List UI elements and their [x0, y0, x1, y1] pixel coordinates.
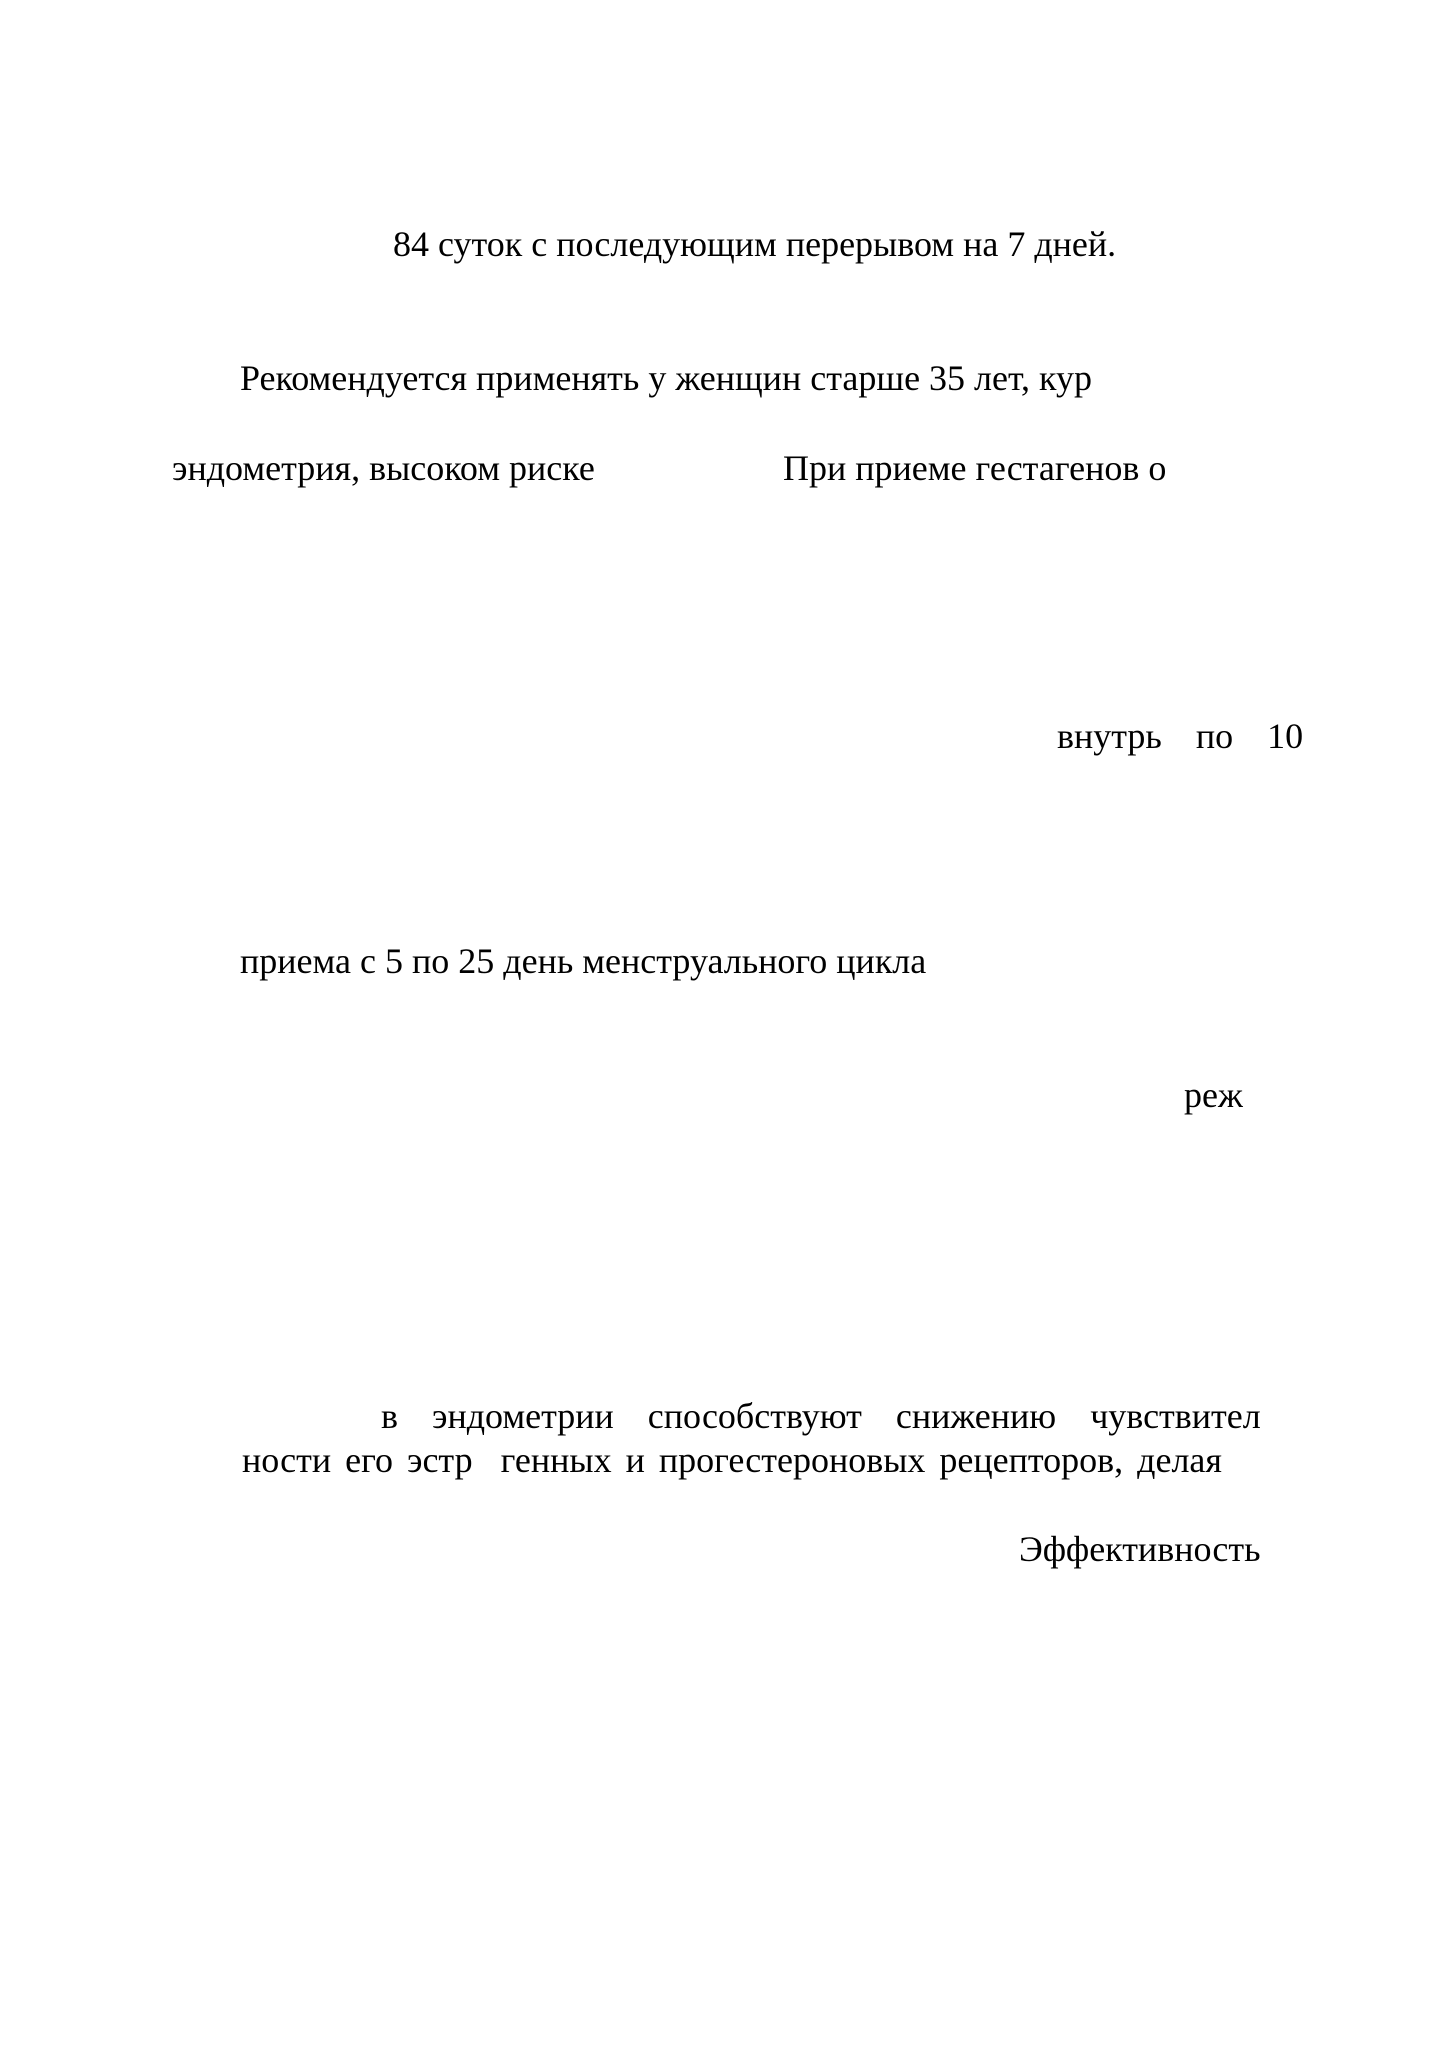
text-line: внутрь по 10 [1057, 716, 1304, 756]
text-line: Эффективность [1019, 1529, 1261, 1569]
text-line: ности его эстр генных и прогестероновых рецепторов, делая [242, 1440, 1222, 1480]
text-line: в эндометрии способствуют снижению чувствител [381, 1396, 1261, 1436]
text-line: приема с 5 по 25 день менструального цикла [240, 941, 927, 981]
text-line: 84 суток с последующим перерывом на 7 дней. [393, 224, 1117, 264]
text-line: реж [1184, 1075, 1243, 1115]
text-line: эндометрия, высоком риске [172, 448, 595, 488]
text-line: При приеме гестагенов о [783, 448, 1167, 488]
text-line: Рекомендуется применять у женщин старше 35 лет, кур [240, 358, 1092, 398]
